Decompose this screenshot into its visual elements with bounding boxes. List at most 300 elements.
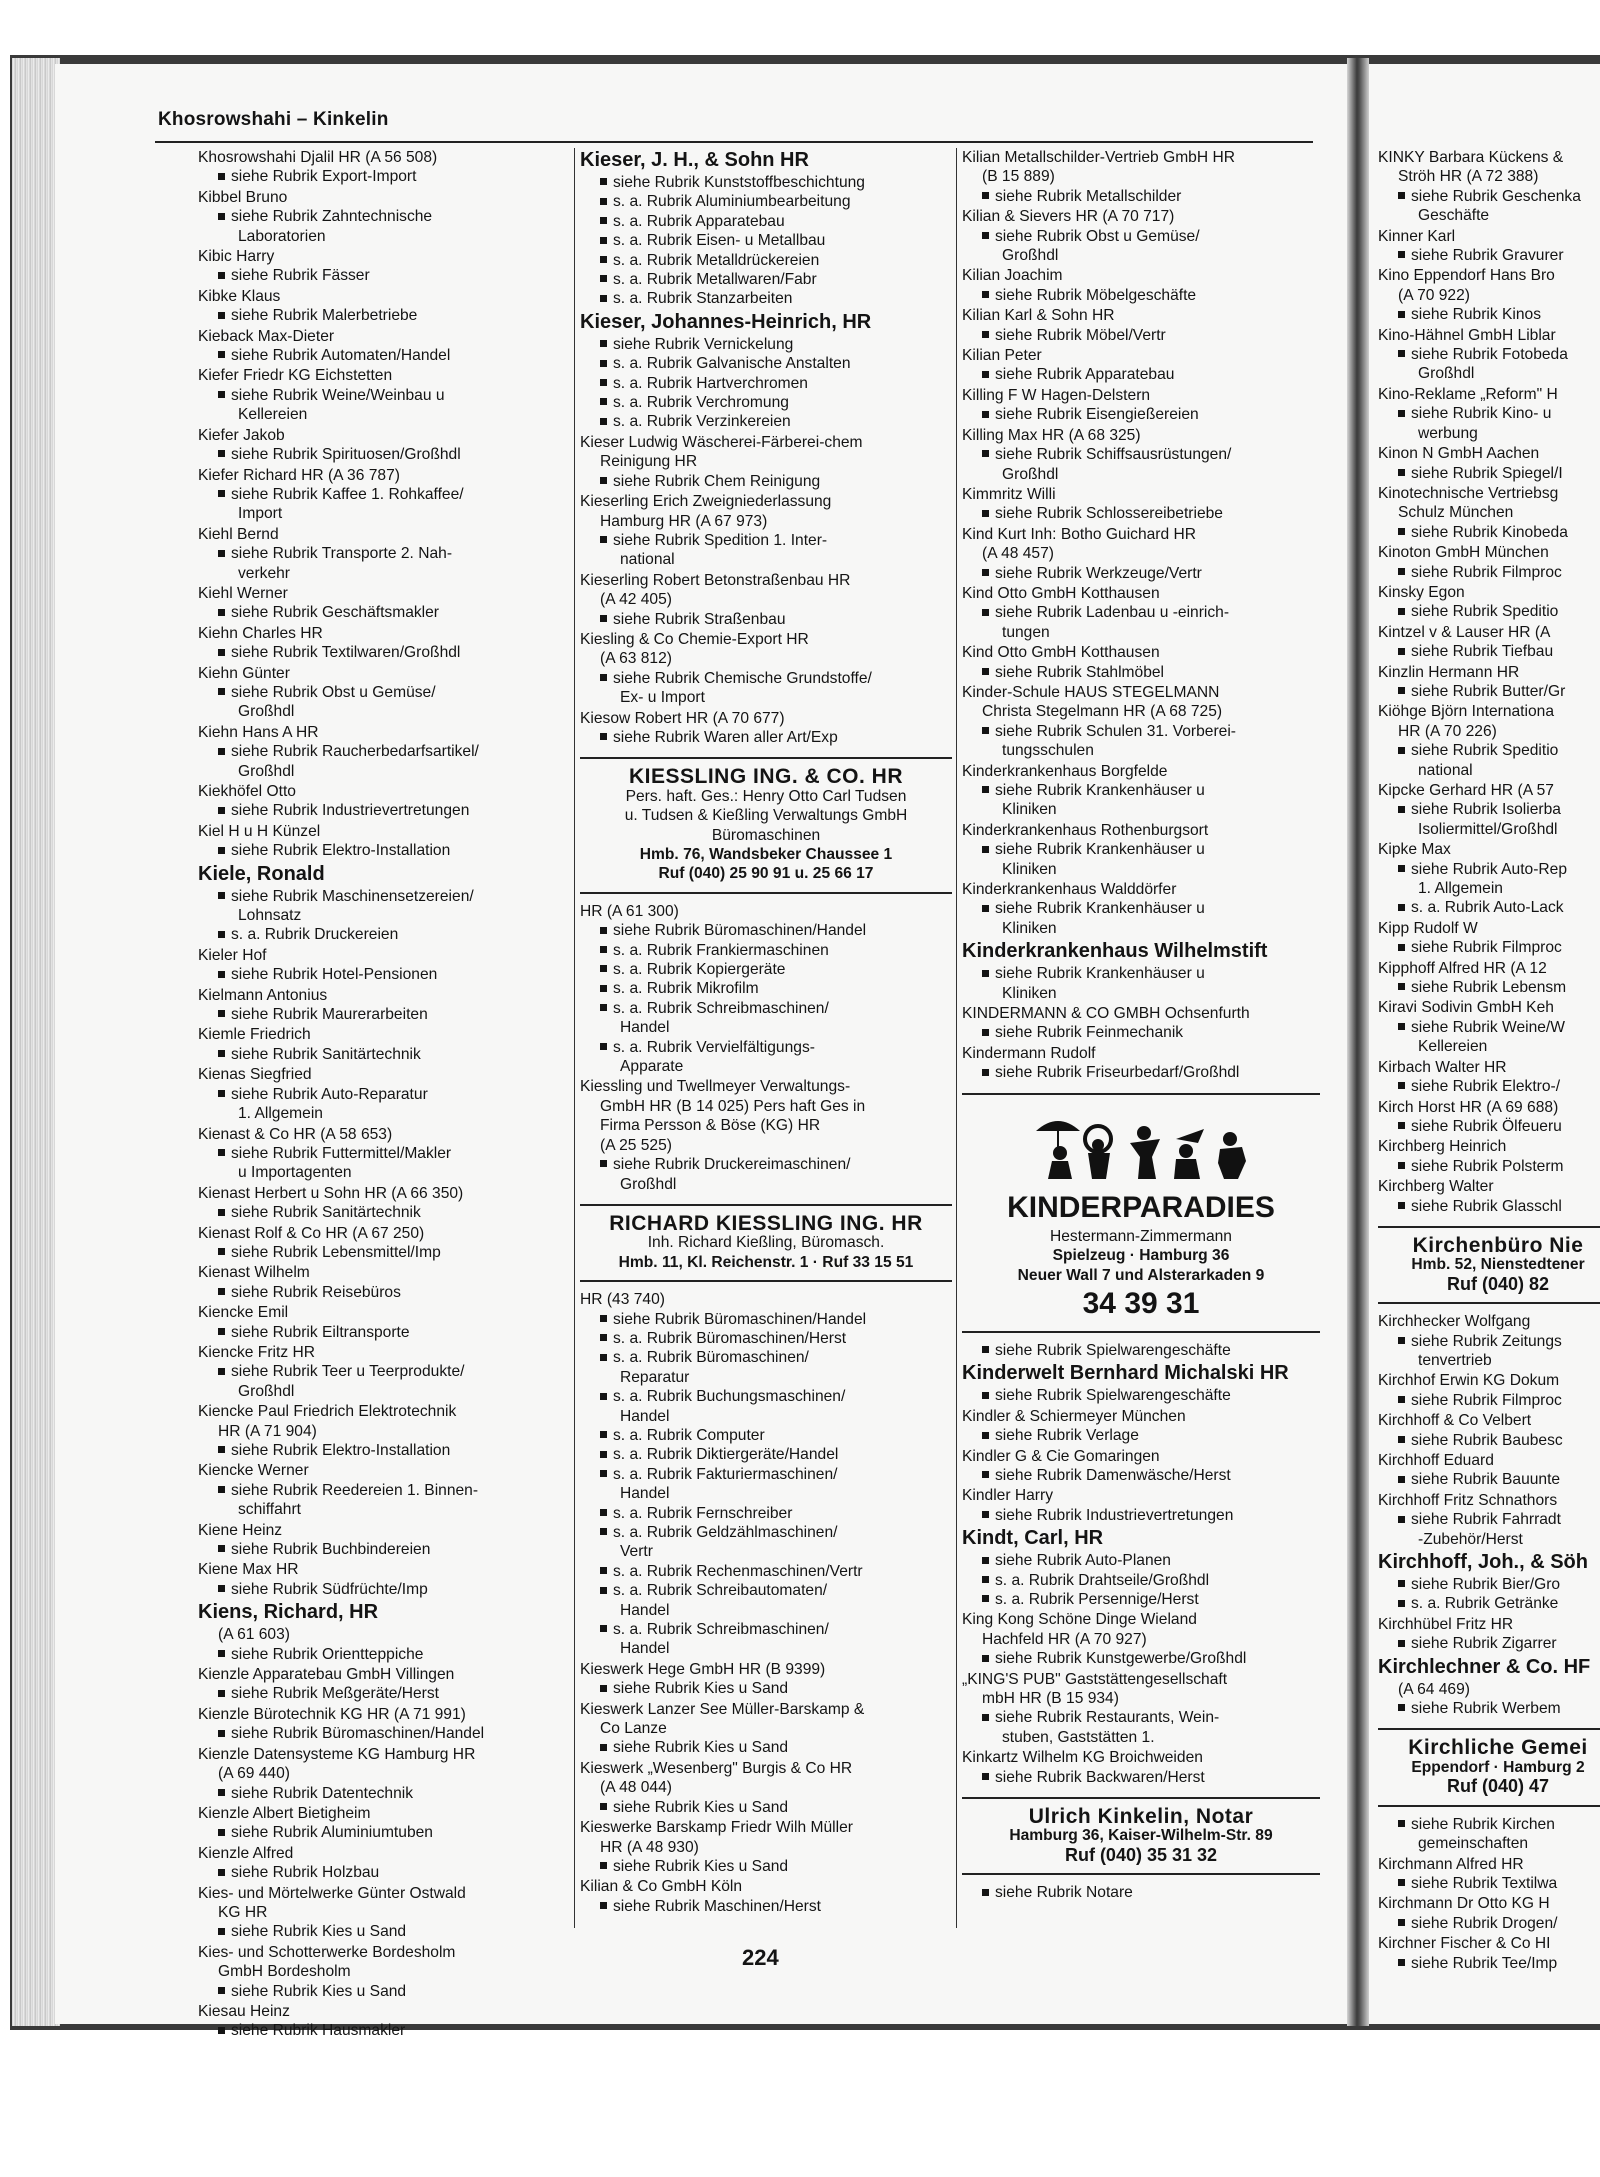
rubric-reference: s. a. Rubrik Buchungsmaschinen/ xyxy=(580,1387,952,1406)
listing-detail: (B 15 889) xyxy=(982,168,1055,186)
rubric-reference: siehe Rubrik Datentechnik xyxy=(198,1784,568,1803)
bullet-square-icon xyxy=(218,1010,225,1017)
bullet-square-icon xyxy=(600,985,607,992)
bullet-square-icon xyxy=(600,1334,607,1341)
listing-entry xyxy=(962,306,1320,345)
book-gutter xyxy=(1347,58,1369,2026)
listing-entry xyxy=(962,880,1320,938)
listing-entry xyxy=(962,148,1320,206)
bullet-square-icon xyxy=(218,391,225,398)
bullet-square-icon xyxy=(218,1545,225,1552)
listing-entry xyxy=(198,1461,568,1519)
rubric-reference: siehe Rubrik Metallschilder xyxy=(962,187,1320,206)
listing-name: Kino-Hähnel GmbH Liblar xyxy=(1378,326,1556,344)
bullet-square-icon xyxy=(1398,1162,1405,1169)
bullet-square-icon xyxy=(1398,1023,1405,1030)
bullet-square-icon xyxy=(982,291,989,298)
bullet-square-icon xyxy=(982,232,989,239)
bullet-square-icon xyxy=(600,340,607,347)
rubric-reference: siehe Rubrik Krankenhäuser u xyxy=(962,781,1320,800)
listing-entry xyxy=(962,643,1320,682)
bullet-square-icon xyxy=(600,615,607,622)
listing-detail: (A 69 440) xyxy=(218,1765,290,1783)
listing-detail: Hachfeld HR (A 70 927) xyxy=(982,1630,1147,1648)
rubric-reference: siehe Rubrik Waren aller Art/Exp xyxy=(580,728,952,747)
rubric-reference: siehe Rubrik Möbelgeschäfte xyxy=(962,286,1320,305)
bullet-square-icon xyxy=(1398,568,1405,575)
listing-entry xyxy=(198,327,568,366)
listing-name: Kiefer Jakob xyxy=(198,426,285,444)
listing-entry xyxy=(580,1877,952,1916)
listing-name: Kinderwelt Bernhard Michalski HR xyxy=(962,1362,1289,1385)
bullet-square-icon xyxy=(600,1685,607,1692)
bullet-square-icon xyxy=(1398,1516,1405,1523)
listing-name: Kirchhoff Eduard xyxy=(1378,1452,1494,1469)
kinderparadies-children-logo xyxy=(1026,1109,1256,1187)
listing-entry xyxy=(198,1402,568,1460)
rubric-reference: siehe Rubrik Filmproc xyxy=(1378,938,1600,957)
rubric-reference: siehe Rubrik Vernickelung xyxy=(580,335,952,354)
rubric-reference: 1. Allgemein xyxy=(238,1105,323,1123)
rubric-reference: siehe Rubrik Möbel/Vertr xyxy=(962,326,1320,345)
listing-entry xyxy=(198,1224,568,1263)
bullet-square-icon xyxy=(600,674,607,681)
rubric-reference: Kliniken xyxy=(1002,860,1057,878)
listing-name: Kiravi Sodivin GmbH Keh xyxy=(1378,999,1554,1017)
listing-name: Kino Eppendorf Hans Bro xyxy=(1378,267,1555,285)
advertisement-box xyxy=(962,1093,1320,1333)
listing-name: Kind Kurt Inh: Botho Guichard HR xyxy=(962,525,1197,543)
listing-name: Kinderkrankenhaus Rothenburgsort xyxy=(962,821,1209,839)
bullet-square-icon xyxy=(218,1328,225,1335)
listing-name: Kindler & Schiermeyer München xyxy=(962,1407,1186,1425)
listing-entry xyxy=(580,1077,952,1193)
bullet-square-icon xyxy=(1398,1122,1405,1129)
rubric-reference: s. a. Rubrik Vervielfältigungs- xyxy=(580,1038,952,1057)
listing-name: Kilian Joachim xyxy=(962,267,1063,285)
rubric-reference: Kellereien xyxy=(1418,1038,1488,1056)
rubric-reference: siehe Rubrik Isolierba xyxy=(1378,800,1600,819)
rubric-reference: -Zubehör/Herst xyxy=(1418,1530,1523,1548)
rubric-reference: siehe Rubrik Kies u Sand xyxy=(580,1857,952,1876)
listing-detail: (A 48 044) xyxy=(600,1779,672,1797)
rubric-reference: s. a. Rubrik Kopiergeräte xyxy=(580,960,952,979)
listing-entry xyxy=(580,1759,952,1817)
listing-name: Kindler G & Cie Gomaringen xyxy=(962,1447,1160,1465)
rubric-reference: siehe Rubrik Textilwaren/Großhdl xyxy=(198,643,568,662)
bullet-square-icon xyxy=(982,786,989,793)
bullet-square-icon xyxy=(1398,865,1405,872)
rubric-reference: siehe Rubrik Maurerarbeiten xyxy=(198,1005,568,1024)
rubric-reference: s. a. Rubrik Drahtseile/Großhdl xyxy=(962,1571,1320,1590)
rubric-reference: siehe Rubrik Damenwäsche/Herst xyxy=(962,1466,1320,1485)
listing-entry xyxy=(198,1125,568,1183)
bullet-square-icon xyxy=(218,213,225,220)
rubric-reference: s. a. Rubrik Mikrofilm xyxy=(580,979,952,998)
rubric-reference: siehe Rubrik Meßgeräte/Herst xyxy=(198,1684,568,1703)
rubric-reference: s. a. Rubrik Druckereien xyxy=(198,925,568,944)
bullet-square-icon xyxy=(982,1029,989,1036)
rubric-reference: s. a. Rubrik Galvanische Anstalten xyxy=(580,354,952,373)
rubric-reference: s. a. Rubrik Hartverchromen xyxy=(580,374,952,393)
listing-name: Kieback Max-Dieter xyxy=(198,327,335,345)
listing-name: Kirchhoff, Joh., & Söh xyxy=(1378,1551,1588,1574)
rubric-reference: s. a. Rubrik Metalldrückereien xyxy=(580,251,952,270)
listing-name: Kibbel Bruno xyxy=(198,188,288,206)
rubric-reference: siehe Rubrik Krankenhäuser u xyxy=(962,899,1320,918)
rubric-reference: siehe Rubrik Spedition 1. Inter- xyxy=(580,531,952,550)
bullet-square-icon xyxy=(218,931,225,938)
bullet-square-icon xyxy=(1398,1704,1405,1711)
rubric-reference: siehe Rubrik Kaffee 1. Rohkaffee/ xyxy=(198,485,568,504)
rubric-reference: s. a. Rubrik Stanzarbeiten xyxy=(580,289,952,308)
listing-entry xyxy=(198,1804,568,1843)
bullet-square-icon xyxy=(218,351,225,358)
listing-name: Kirchhoff & Co Velbert xyxy=(1378,1412,1532,1430)
listing-name: Kibke Klaus xyxy=(198,287,281,305)
bullet-square-icon xyxy=(982,1557,989,1564)
rubric-reference: siehe Rubrik Industrievertretungen xyxy=(198,801,568,820)
rubric-reference: s. a. Rubrik Metallwaren/Fabr xyxy=(580,270,952,289)
rubric-reference: s. a. Rubrik Aluminiumbearbeitung xyxy=(580,192,952,211)
listing-entry xyxy=(1378,998,1600,1056)
rubric-reference: siehe Rubrik Futtermittel/Makler xyxy=(198,1144,568,1163)
listing-entry xyxy=(198,1521,568,1560)
ad-text-line: Hestermann-Zimmermann xyxy=(1050,1227,1232,1245)
rubric-reference: siehe Rubrik Filmproc xyxy=(1378,1391,1600,1410)
rubric-reference: Großhdl xyxy=(1002,465,1059,483)
rubric-reference: siehe Rubrik Kies u Sand xyxy=(580,1679,952,1698)
listing-name: Kiene Max HR xyxy=(198,1561,299,1579)
rubric-reference: s. a. Rubrik Büromaschinen/ xyxy=(580,1348,952,1367)
rubric-reference: Handel xyxy=(620,1640,670,1658)
rubric-reference: siehe Rubrik Hausmakler xyxy=(198,2021,568,2040)
listing-entry xyxy=(198,1343,568,1401)
listing-name: Kiel H u H Künzel xyxy=(198,822,321,840)
ad-phone: Ruf (040) 47 xyxy=(1446,1776,1550,1797)
ad-company-name: RICHARD KIESSLING ING. HR xyxy=(609,1211,923,1235)
listing-entry xyxy=(962,207,1320,265)
column-2 xyxy=(580,148,952,1917)
rubric-reference: siehe Rubrik Sanitärtechnik xyxy=(198,1045,568,1064)
listing-name: Kindermann Rudolf xyxy=(962,1044,1096,1062)
listing-name: Kirchhof Erwin KG Dokum xyxy=(1378,1372,1560,1390)
listing-entry xyxy=(962,1361,1320,1405)
rubric-reference: Großhdl xyxy=(1418,365,1475,383)
listing-detail: Christa Stegelmann HR (A 68 725) xyxy=(982,703,1223,721)
listing-detail: Reinigung HR xyxy=(600,453,698,471)
bullet-square-icon xyxy=(600,946,607,953)
bullet-square-icon xyxy=(1398,747,1405,754)
listing-entry xyxy=(1378,919,1600,958)
listing-name: King Kong Schöne Dinge Wieland xyxy=(962,1611,1197,1629)
bullet-square-icon xyxy=(600,295,607,302)
rubric-reference: siehe Rubrik Südfrüchte/Imp xyxy=(198,1580,568,1599)
listing-entry xyxy=(1378,1451,1600,1490)
listing-name: Khosrowshahi Djalil HR (A 56 508) xyxy=(198,149,438,166)
listing-name: Kiehl Werner xyxy=(198,584,288,602)
rubric-reference: siehe Rubrik Büromaschinen/Handel xyxy=(580,921,952,940)
listing-entry xyxy=(198,1665,568,1704)
listing-entry xyxy=(1378,702,1600,780)
listing-entry xyxy=(1378,1655,1600,1719)
listing-entry xyxy=(198,782,568,821)
listing-name: Kirchhecker Wolfgang xyxy=(1378,1313,1531,1331)
bullet-square-icon xyxy=(218,272,225,279)
bullet-square-icon xyxy=(1398,648,1405,655)
rubric-reference: siehe Rubrik Auto-Reparatur xyxy=(198,1085,568,1104)
listing-entry xyxy=(962,584,1320,642)
listing-detail: Ströh HR (A 72 388) xyxy=(1398,168,1539,186)
rubric-reference: siehe Rubrik Maschinensetzereien/ xyxy=(198,887,568,906)
listing-name: Kirch Horst HR (A 69 688) xyxy=(1378,1098,1559,1116)
bullet-square-icon xyxy=(218,1248,225,1255)
listing-entry xyxy=(962,1748,1320,1787)
rubric-reference: siehe Rubrik Chem Reinigung xyxy=(580,472,952,491)
listing-entry xyxy=(962,426,1320,484)
listing-entry xyxy=(962,1341,1320,1360)
listing-entry xyxy=(962,1486,1320,1525)
rubric-reference: Import xyxy=(238,505,283,523)
rubric-reference: s. a. Rubrik Geldzählmaschinen/ xyxy=(580,1523,952,1542)
bullet-square-icon xyxy=(982,970,989,977)
listing-entry xyxy=(962,1447,1320,1486)
bullet-square-icon xyxy=(1398,1202,1405,1209)
listing-name: Kipcke Gerhard HR (A 57 xyxy=(1378,782,1554,799)
listing-entry xyxy=(962,485,1320,524)
listing-name: Kinoton GmbH München xyxy=(1378,544,1549,562)
rubric-reference: Großhdl xyxy=(238,1382,295,1400)
listing-entry xyxy=(1378,1491,1600,1549)
listing-entry xyxy=(198,366,568,424)
listing-entry xyxy=(198,862,568,945)
rubric-reference: siehe Rubrik Gravurer xyxy=(1378,246,1600,265)
bullet-square-icon xyxy=(600,217,607,224)
bullet-square-icon xyxy=(600,1393,607,1400)
ad-address-line: Hmb. 52, Nienstedtener xyxy=(1411,1256,1585,1274)
rubric-reference: siehe Rubrik Geschäftsmakler xyxy=(198,603,568,622)
listing-entry xyxy=(580,1818,952,1876)
bullet-square-icon xyxy=(218,649,225,656)
rubric-reference: s. a. Rubrik Auto-Lack xyxy=(1378,898,1600,917)
listing-entry xyxy=(1378,781,1600,839)
ad-text-line: Büromaschinen xyxy=(711,826,821,844)
bullet-square-icon xyxy=(600,1744,607,1751)
listing-entry xyxy=(1378,1615,1600,1654)
bullet-square-icon xyxy=(1398,410,1405,417)
rubric-reference: Handel xyxy=(620,1407,670,1425)
listing-name: Kinder-Schule HAUS STEGELMANN xyxy=(962,683,1220,701)
rubric-reference: siehe Rubrik Eisengießereien xyxy=(962,405,1320,424)
rubric-reference: stuben, Gaststätten 1. xyxy=(1002,1728,1155,1746)
bullet-square-icon xyxy=(1398,1600,1405,1607)
listing-entry xyxy=(580,902,952,1077)
rubric-reference: s. a. Rubrik Apparatebau xyxy=(580,212,952,231)
listing-detail: (A 70 922) xyxy=(1398,286,1470,304)
bullet-square-icon xyxy=(218,1789,225,1796)
rubric-reference: tenvertrieb xyxy=(1418,1351,1492,1369)
rubric-reference: siehe Rubrik Zeitungs xyxy=(1378,1332,1600,1351)
bullet-square-icon xyxy=(1398,1476,1405,1483)
bullet-square-icon xyxy=(600,1528,607,1535)
listing-detail: (A 42 405) xyxy=(600,591,672,609)
listing-name: Kieswerk Hege GmbH HR (B 9399) xyxy=(580,1660,826,1678)
rubric-reference: s. a. Rubrik Schreibmaschinen/ xyxy=(580,999,952,1018)
listing-name: Kindler Harry xyxy=(962,1487,1053,1505)
rubric-reference: siehe Rubrik Friseurbedarf/Großhdl xyxy=(962,1063,1320,1082)
listing-entry xyxy=(962,1407,1320,1446)
listing-detail: HR (A 70 226) xyxy=(1398,722,1497,740)
rubric-reference: siehe Rubrik Werkzeuge/Vertr xyxy=(962,564,1320,583)
bullet-square-icon xyxy=(218,1928,225,1935)
listing-name: Kirchmann Alfred HR xyxy=(1378,1855,1524,1873)
listing-name: Kiesau Heinz xyxy=(198,2002,290,2020)
rubric-reference: siehe Rubrik Transporte 2. Nah- xyxy=(198,544,568,563)
rubric-reference: siehe Rubrik Lebensmittel/Imp xyxy=(198,1243,568,1262)
listing-entry xyxy=(198,664,568,722)
listing-entry xyxy=(1378,1098,1600,1137)
listing-entry xyxy=(1378,1137,1600,1176)
rubric-reference: s. a. Rubrik Eisen- u Metallbau xyxy=(580,231,952,250)
rubric-reference: siehe Rubrik Textilwa xyxy=(1378,1874,1600,1893)
rubric-reference: tungsschulen xyxy=(1002,742,1094,760)
listing-name: Kiens, Richard, HR xyxy=(198,1601,379,1624)
listing-name: Kiencke Fritz HR xyxy=(198,1343,315,1361)
rubric-reference: siehe Rubrik Weine/Weinbau u xyxy=(198,386,568,405)
bullet-square-icon xyxy=(1398,192,1405,199)
listing-name: Kiekhöfel Otto xyxy=(198,783,296,800)
bullet-square-icon xyxy=(600,237,607,244)
bullet-square-icon xyxy=(218,1050,225,1057)
rubric-reference: siehe Rubrik Obst u Gemüse/ xyxy=(962,227,1320,246)
listing-entry xyxy=(962,346,1320,385)
listing-name: Kiene Heinz xyxy=(198,1521,283,1539)
ad-company-name: KIESSLING ING. & CO. HR xyxy=(628,765,904,789)
listing-entry xyxy=(962,1670,1320,1748)
bullet-square-icon xyxy=(1398,311,1405,318)
listing-entry xyxy=(1378,148,1600,226)
rubric-reference: siehe Rubrik Geschenka xyxy=(1378,187,1600,206)
listing-entry xyxy=(962,1610,1320,1668)
listing-entry xyxy=(198,1943,568,2001)
rubric-reference: s. a. Rubrik Schreibmaschinen/ xyxy=(580,1620,952,1639)
listing-entry xyxy=(962,1883,1320,1902)
rubric-reference: siehe Rubrik Lebensm xyxy=(1378,978,1600,997)
listing-entry xyxy=(198,1884,568,1942)
listing-name: Kibic Harry xyxy=(198,248,275,266)
listing-detail: KG HR xyxy=(218,1903,268,1921)
advertisement-box xyxy=(1378,1728,1600,1806)
listing-entry xyxy=(580,1700,952,1758)
advertisement-box xyxy=(1378,1226,1600,1304)
bullet-square-icon xyxy=(1398,904,1405,911)
listing-entry xyxy=(198,1025,568,1064)
rubric-reference: siehe Rubrik Krankenhäuser u xyxy=(962,964,1320,983)
rubric-reference: siehe Rubrik Kunstgewerbe/Großhdl xyxy=(962,1649,1320,1668)
bullet-square-icon xyxy=(982,1576,989,1583)
rubric-reference: werbung xyxy=(1418,424,1478,442)
bullet-square-icon xyxy=(218,1690,225,1697)
ad-phone: Ruf (040) 35 31 32 xyxy=(1064,1844,1218,1865)
rubric-reference: siehe Rubrik Spielwarengeschäfte xyxy=(962,1341,1320,1360)
bullet-square-icon xyxy=(600,1587,607,1594)
rubric-reference: siehe Rubrik Kies u Sand xyxy=(198,1982,568,2001)
bullet-square-icon xyxy=(982,1773,989,1780)
rubric-reference: siehe Rubrik Holzbau xyxy=(198,1863,568,1882)
listing-name: Kilian & Sievers HR (A 70 717) xyxy=(962,208,1175,226)
listing-entry xyxy=(1378,623,1600,662)
rubric-reference: siehe Rubrik Büromaschinen/Handel xyxy=(198,1724,568,1743)
rubric-reference: siehe Rubrik Kino- u xyxy=(1378,404,1600,423)
listing-name: Kiemle Friedrich xyxy=(198,1026,311,1044)
listing-name: Kipke Max xyxy=(1378,841,1451,859)
listing-entry xyxy=(1378,1371,1600,1410)
listing-entry xyxy=(962,1526,1320,1609)
bullet-square-icon xyxy=(1398,1959,1405,1966)
bullet-square-icon xyxy=(218,550,225,557)
listing-name: Kinderkrankenhaus Walddörfer xyxy=(962,881,1177,899)
listing-name: Kieserling Robert Betonstraßenbau HR xyxy=(580,571,851,589)
listing-detail: (A 48 457) xyxy=(982,545,1054,563)
bullet-square-icon xyxy=(982,411,989,418)
listing-entry xyxy=(1378,326,1600,384)
rubric-reference: siehe Rubrik Backwaren/Herst xyxy=(962,1768,1320,1787)
bullet-square-icon xyxy=(982,668,989,675)
bullet-square-icon xyxy=(218,1730,225,1737)
listing-name: Kino-Reklame „Reform" H xyxy=(1378,385,1558,403)
listing-name: Kinon N GmbH Aachen xyxy=(1378,445,1540,463)
bullet-square-icon xyxy=(218,748,225,755)
bullet-square-icon xyxy=(1398,251,1405,258)
listing-entry xyxy=(580,310,952,432)
rubric-reference: siehe Rubrik Obst u Gemüse/ xyxy=(198,683,568,702)
listing-entry xyxy=(962,525,1320,583)
rubric-reference: siehe Rubrik Kies u Sand xyxy=(580,1738,952,1757)
rubric-reference: siehe Rubrik Schlossereibetriebe xyxy=(962,504,1320,523)
bullet-square-icon xyxy=(600,275,607,282)
listing-name: Kirchberg Walter xyxy=(1378,1178,1494,1196)
listing-entry xyxy=(1378,1855,1600,1894)
listing-entry xyxy=(198,188,568,246)
listing-name: Kieser, J. H., & Sohn HR xyxy=(580,149,809,171)
rubric-reference: siehe Rubrik Kinobeda xyxy=(1378,523,1600,542)
listing-name: Killing F W Hagen-Delstern xyxy=(962,386,1151,404)
rubric-reference: siehe Rubrik Reisebüros xyxy=(198,1283,568,1302)
listing-name: Kieser Ludwig Wäscherei-Färberei-chem xyxy=(580,433,863,451)
listing-name: Kienast Wilhelm xyxy=(198,1264,310,1282)
ad-address-line: Hmb. 76, Wandsbeker Chaussee 1 xyxy=(639,846,893,863)
rubric-reference: Kellereien xyxy=(238,406,308,424)
bullet-square-icon xyxy=(982,450,989,457)
bullet-square-icon xyxy=(982,727,989,734)
rubric-reference: siehe Rubrik Eiltransporte xyxy=(198,1323,568,1342)
bullet-square-icon xyxy=(218,1486,225,1493)
rubric-reference: siehe Rubrik Spielwarengeschäfte xyxy=(962,1386,1320,1405)
bullet-square-icon xyxy=(600,965,607,972)
listing-name: Kind Otto GmbH Kotthausen xyxy=(962,644,1160,662)
listing-entry xyxy=(1378,484,1600,542)
rubric-reference: Lohnsatz xyxy=(238,907,302,925)
rubric-reference: s. a. Rubrik Fakturiermaschinen/ xyxy=(580,1465,952,1484)
listing-entry xyxy=(1378,266,1600,324)
rubric-reference: siehe Rubrik Reedereien 1. Binnen- xyxy=(198,1481,568,1500)
bullet-square-icon xyxy=(600,256,607,263)
rubric-reference: Ex- u Import xyxy=(620,689,705,707)
bullet-square-icon xyxy=(600,1902,607,1909)
listing-entry xyxy=(198,148,568,187)
bullet-square-icon xyxy=(982,1889,989,1896)
rubric-reference: siehe Rubrik Fässer xyxy=(198,266,568,285)
